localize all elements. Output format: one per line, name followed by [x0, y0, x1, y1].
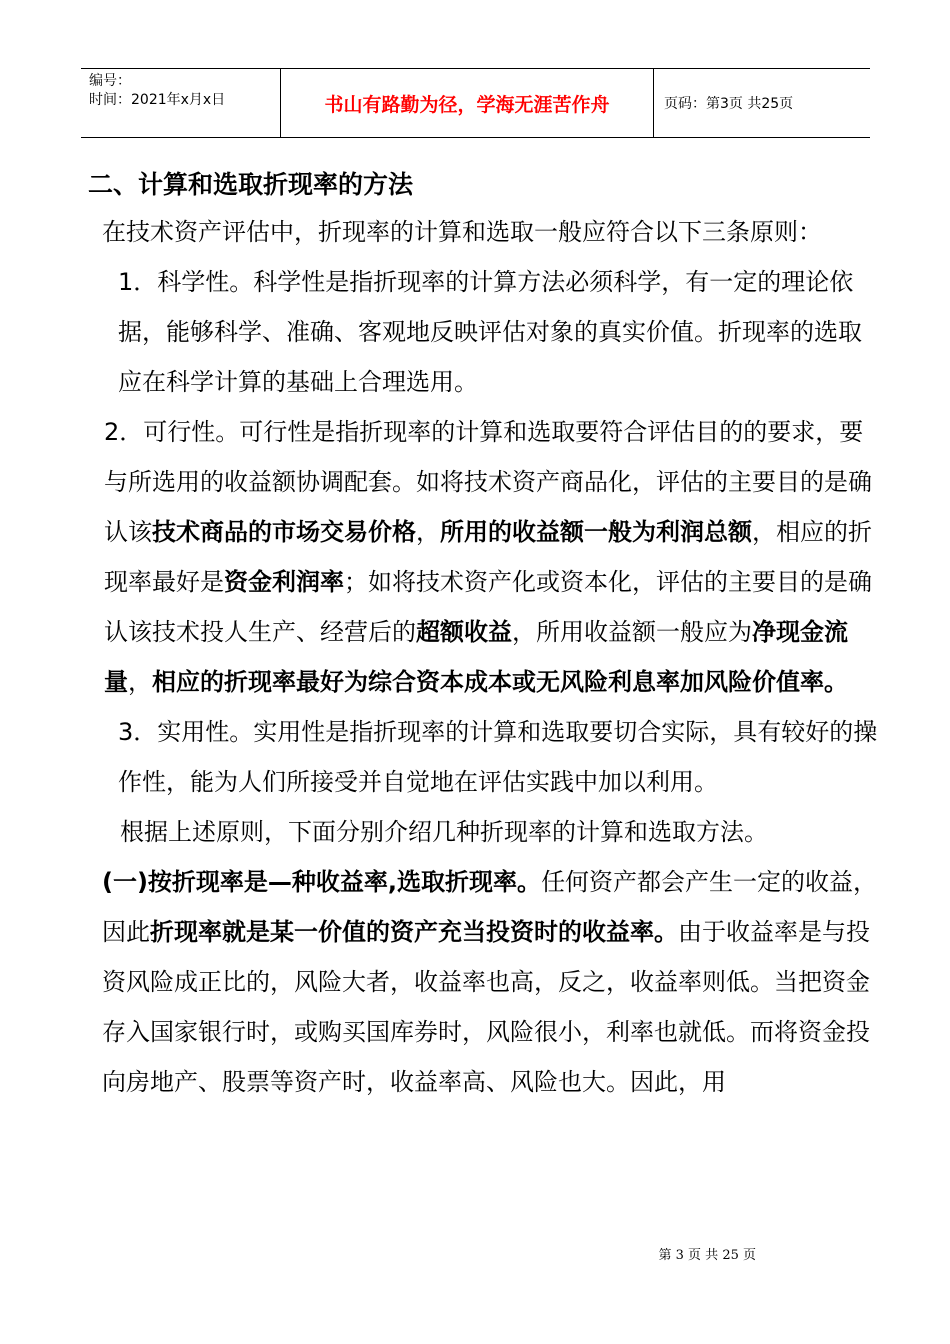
document-header	[81, 68, 870, 138]
bold-run: 相应的折现率最好为综合资本成本或无风险利息率加风险价值率。	[152, 668, 848, 696]
bold-run: 资金利润率	[224, 568, 344, 596]
method-1-paragraph	[68, 857, 884, 1107]
text-run: ，	[128, 668, 152, 696]
text-run: 任何资产都会产生一定的收益，因此	[102, 868, 878, 946]
header-page-label: 页码：第3页 共25页	[664, 96, 794, 112]
bold-run: 超额收益	[416, 618, 512, 646]
intro-paragraph: 在技术资产评估中，折现率的计算和选取一般应符合以下三条原则：	[102, 218, 822, 246]
text-run: ，相应的折现率最好是	[104, 518, 872, 596]
principle-2-paragraph	[68, 407, 884, 707]
principle-3-paragraph: 3．实用性。实用性是指折现率的计算和选取要切合实际，具有较好的操作性，能为人们所接受并自觉地在评估实践中加以利用。	[118, 718, 878, 796]
text-run: ，	[416, 518, 440, 546]
text-run: 2．可行性。可行性是指折现率的计算和选取要符合评估目的的要求，要与所选用的收益额协调配套。如将技术资产商品化，评估的主要目的是确认该	[104, 418, 872, 546]
time-label: 时间：2021年x月x日	[89, 92, 226, 108]
summary-paragraph: 根据上述原则，下面分别介绍几种折现率的计算和选取方法。	[120, 818, 768, 846]
header-motto: 书山有路勤为径，学海无涯苦作舟	[281, 69, 654, 137]
bold-run: 净现金流量	[104, 618, 848, 696]
bold-run: 技术商品的市场交易价格	[152, 518, 416, 546]
section-title: 二、计算和选取折现率的方法	[88, 170, 414, 199]
text-run: 由于收益率是与投资风险成正比的，风险大者，收益率也高，反之，收益率则低。当把资金存入国家银行时，或购买国库券时，风险很小，利率也就低。而将资金投向房地产、股票等资产时，收益率高、风险也大。因此，用	[102, 918, 870, 1096]
header-meta	[81, 69, 281, 137]
principle-1-paragraph: 1．科学性。科学性是指折现率的计算方法必须科学，有一定的理论依据，能够科学、准确、客观地反映评估对象的真实价值。折现率的选取应在科学计算的基础上合理选用。	[118, 268, 862, 396]
number-label: 编号：	[89, 73, 131, 89]
text-run: ，所用收益额一般应为	[512, 618, 752, 646]
footer-page-number: 第 3 页 共 25 页	[658, 1248, 756, 1263]
bold-run: 折现率就是某一价值的资产充当投资时的收益率。	[150, 918, 678, 946]
page-footer	[0, 1244, 950, 1263]
bold-run: (一)按折现率是—种收益率,选取折现率。	[102, 868, 542, 896]
bold-run: 所用的收益额一般为利润总额	[440, 518, 752, 546]
text-run: ；如将技术资产化或资本化，评估的主要目的是确认该技术投人生产、经营后的	[104, 568, 872, 646]
document-body	[68, 163, 884, 1107]
